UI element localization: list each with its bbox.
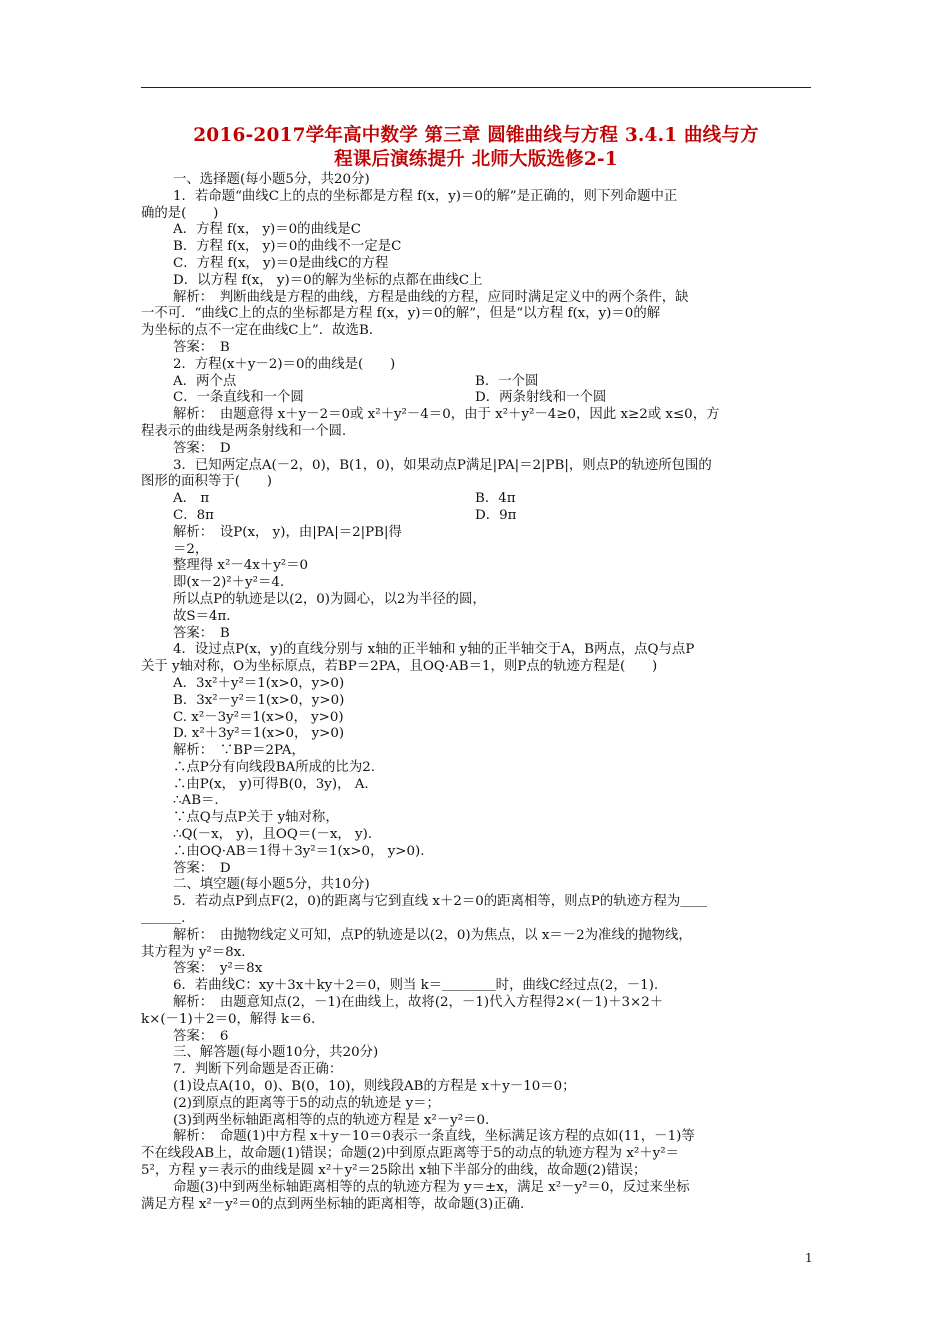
text-line: 一、选择题(每小题5分，共20分) xyxy=(173,172,370,187)
text-line: 解析： 由题意知点(2，－1)在曲线上，故将(2，－1)代入方程得2×(－1)＋3×2＋ xyxy=(173,995,664,1011)
text-line: 不在线段AB上，故命题(1)错误；命题(2)中到原点距离等于5的动点的轨迹方程为 x²＋y²＝ xyxy=(141,1146,679,1162)
text-line: ＿＿＿. xyxy=(141,911,186,927)
text-line: 二、填空题(每小题5分，共10分) xyxy=(173,877,370,893)
text-line: 3．已知两定点A(－2，0)，B(1，0)，如果动点P满足|PA|＝2|PB|，则点P的轨迹所包围的 xyxy=(173,457,712,473)
text-line: ∴点P分有向线段BA所成的比为2. xyxy=(173,759,375,775)
text-line: (2)到原点的距离等于5的动点的轨迹是 y＝； xyxy=(173,1095,440,1111)
text-line: 解析： 命题(1)中方程 x＋y－10＝0表示一条直线，坐标满足该方程的点如(11，－1)等 xyxy=(173,1129,695,1145)
text-line: 其方程为 y²＝8x. xyxy=(141,944,246,960)
text-line: 解析： 设P(x， y)，由|PA|＝2|PB|得 xyxy=(173,524,402,540)
text-line: 4．设过点P(x，y)的直线分别与 x轴的正半轴和 y轴的正半轴交于A，B两点，点Q与点P xyxy=(173,642,695,658)
text-line: 一不可．“曲线C上的点的坐标都是方程 f(x，y)＝0的解”，但是“以方程 f(x，y)＝0的解 xyxy=(141,306,661,322)
header-rule xyxy=(141,87,811,88)
text-line: 答案： B xyxy=(173,625,230,641)
option-text: D．9π xyxy=(475,507,517,523)
text-line: A．3x²＋y²＝1(x>0，y>0) xyxy=(173,675,345,691)
text-line: (3)到两坐标轴距离相等的点的轨迹方程是 x²－y²＝0. xyxy=(173,1112,490,1128)
title-line-1: 2016-2017学年高中数学 第三章 圆锥曲线与方程 3.4.1 曲线与方 xyxy=(193,125,759,146)
option-text: B．4π xyxy=(475,491,516,507)
text-line: k×(－1)＋2＝0，解得 k＝6. xyxy=(141,1011,316,1027)
text-line: D．以方程 f(x， y)＝0的解为坐标的点都在曲线C上 xyxy=(173,272,483,288)
option-text: A．两个点 xyxy=(173,373,237,389)
text-line: 答案： D xyxy=(173,440,231,456)
text-line: 答案： y²＝8x xyxy=(173,961,263,977)
text-line: 整理得 x²－4x＋y²＝0 xyxy=(173,558,309,574)
option-text: C．一条直线和一个圆 xyxy=(173,390,304,406)
option-row xyxy=(173,374,813,391)
text-line: 1．若命题“曲线C上的点的坐标都是方程 f(x，y)＝0的解”是正确的，则下列命题中正 xyxy=(173,188,678,204)
text-line: 确的是( ) xyxy=(141,205,219,221)
text-line: 程表示的曲线是两条射线和一个圆. xyxy=(141,423,347,439)
option-text: B．一个圆 xyxy=(475,373,539,389)
title-line-2: 程课后演练提升 北师大版选修2-1 xyxy=(334,149,618,170)
text-line: C．方程 f(x， y)＝0是曲线C的方程 xyxy=(173,255,389,271)
text-line: 答案： D xyxy=(173,860,231,876)
text-line: 所以点P的轨迹是以(2，0)为圆心，以2为半径的圆， xyxy=(173,591,486,607)
option-text: D．两条射线和一个圆 xyxy=(475,390,607,406)
option-text: C．8π xyxy=(173,507,214,523)
text-line: (1)设点A(10，0)、B(0，10)，则线段AB的方程是 x＋y－10＝0； xyxy=(173,1079,576,1095)
text-line: B．3x²－y²＝1(x>0，y>0) xyxy=(173,692,345,708)
text-line: 2．方程(x＋y－2)＝0的曲线是( ) xyxy=(173,356,396,372)
text-line: ∴AB＝. xyxy=(173,793,219,809)
text-line: 6．若曲线C：xy＋3x＋ky＋2＝0，则当 k＝＿＿＿＿时，曲线C经过点(2，－1). xyxy=(173,978,659,994)
text-line: 5²，方程 y＝表示的曲线是圆 x²＋y²＝25除出 x轴下半部分的曲线，故命题(2)错误； xyxy=(141,1163,647,1179)
text-line: 解析： 判断曲线是方程的曲线，方程是曲线的方程，应同时满足定义中的两个条件，缺 xyxy=(173,289,689,305)
text-line: ∴由OQ·AB＝1得＋3y²＝1(x>0， y>0). xyxy=(173,843,425,859)
text-line: 命题(3)中到两坐标轴距离相等的点的轨迹方程为 y＝±x，满足 x²－y²＝0，反过来坐标 xyxy=(173,1179,690,1195)
option-row xyxy=(173,390,813,407)
text-line: ∴由P(x， y)可得B(0，3y)， A. xyxy=(173,776,369,792)
text-line: ∵点Q与点P关于 y轴对称， xyxy=(173,810,339,826)
option-text: A． π xyxy=(173,491,210,507)
text-line: 答案： B xyxy=(173,339,230,355)
text-line: 满足方程 x²－y²＝0的点到两坐标轴的距离相等，故命题(3)正确. xyxy=(141,1196,525,1212)
text-line: 5．若动点P到点F(2，0)的距离与它到直线 x＋2＝0的距离相等，则点P的轨迹方程为＿＿ xyxy=(173,894,708,910)
text-line: 解析： ∵BP＝2PA， xyxy=(173,743,305,759)
document-title xyxy=(141,124,811,172)
text-line: 为坐标的点不一定在曲线C上”．故选B. xyxy=(141,323,374,339)
text-line: ＝2， xyxy=(173,541,209,557)
text-line: ∴Q(－x， y)，且OQ＝(－x， y). xyxy=(173,827,373,843)
text-line: A．方程 f(x， y)＝0的曲线是C xyxy=(173,222,361,238)
text-line: C. x²－3y²＝1(x>0， y>0) xyxy=(173,709,344,725)
option-row xyxy=(173,508,813,525)
text-line: D. x²＋3y²＝1(x>0， y>0) xyxy=(173,726,345,742)
text-line: 7．判断下列命题是否正确： xyxy=(173,1062,343,1078)
text-line: 图形的面积等于( ) xyxy=(141,474,272,490)
text-line: B．方程 f(x， y)＝0的曲线不一定是C xyxy=(173,239,402,255)
text-line: 三、解答题(每小题10分，共20分) xyxy=(173,1045,379,1061)
text-line: 解析： 由抛物线定义可知，点P的轨迹是以(2，0)为焦点，以 x＝－2为准线的抛物线， xyxy=(173,927,692,943)
text-line: 答案： 6 xyxy=(173,1028,229,1044)
text-line: 故S＝4π. xyxy=(173,608,231,624)
page-number: 1 xyxy=(805,1251,813,1265)
text-line: 即(x－2)²＋y²＝4. xyxy=(173,575,285,591)
option-row xyxy=(173,491,813,508)
text-line: 解析： 由题意得 x＋y－2＝0或 x²＋y²－4＝0，由于 x²＋y²－4≥0，因此 x≥2或 x≤0，方 xyxy=(173,407,720,423)
document-body xyxy=(141,172,813,1213)
text-line: 关于 y轴对称，O为坐标原点，若BP＝2PA，且OQ·AB＝1，则P点的轨迹方程是( ) xyxy=(141,659,658,675)
